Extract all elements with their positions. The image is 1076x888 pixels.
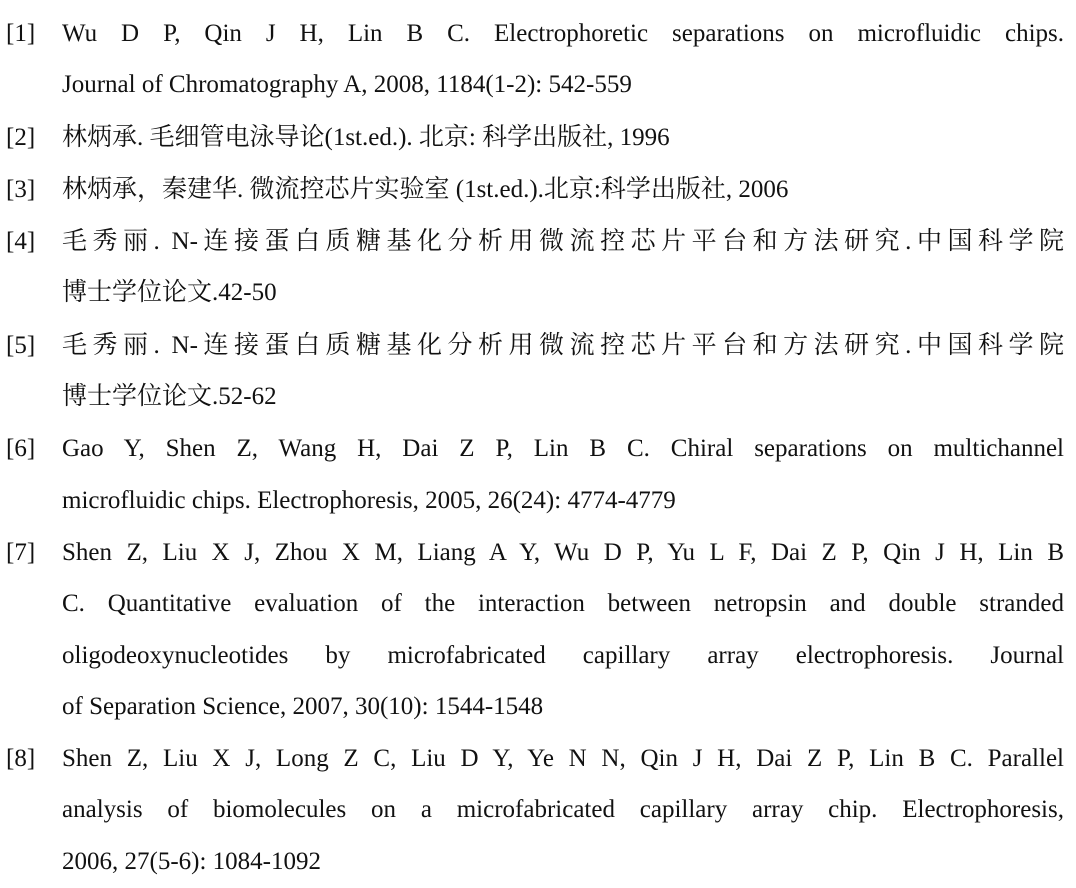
reference-line: of Separation Science, 2007, 30(10): 1544-1548 [62, 692, 544, 720]
reference-number: [1] [6, 20, 36, 47]
reference-line: oligodeoxynucleotides by microfabricated capillary array electrophoresis. Journal [62, 641, 1064, 669]
reference-item-5 [0, 320, 1064, 423]
reference-line: Wu D P, Qin J H, Lin B C. Electrophoretic separations on microfluidic chips. [62, 20, 1064, 47]
reference-line: microfluidic chips. Electrophoresis, 2005, 26(24): 4774-4779 [62, 486, 676, 514]
reference-line: C. Quantitative evaluation of the interaction between netropsin and double stranded [62, 590, 1064, 618]
reference-line: Journal of Chromatography A, 2008, 1184(1-2): 542-559 [62, 71, 632, 99]
reference-item-8 [0, 733, 1064, 887]
reference-line: 毛秀丽. N-连接蛋白质糖基化分析用微流控芯片平台和方法研究.中国科学院 [62, 228, 1064, 256]
reference-line: Gao Y, Shen Z, Wang H, Dai Z P, Lin B C. Chiral separations on multichannel [62, 435, 1064, 463]
reference-line: analysis of biomolecules on a microfabricated capillary array chip. Electrophoresis, [62, 796, 1064, 824]
reference-item-6 [0, 423, 1064, 526]
reference-line: Shen Z, Liu X J, Long Z C, Liu D Y, Ye N N, Qin J H, Dai Z P, Lin B C. Parallel [62, 745, 1064, 773]
reference-number: [8] [6, 745, 36, 773]
reference-list [0, 8, 1064, 888]
reference-line: 博士学位论文.42-50 [62, 279, 277, 307]
reference-item-7 [0, 527, 1064, 732]
reference-item-1 [0, 8, 1064, 111]
reference-line: 博士学位论文.52-62 [62, 383, 277, 411]
reference-line: 毛秀丽. N-连接蛋白质糖基化分析用微流控芯片平台和方法研究.中国科学院 [62, 331, 1064, 359]
reference-item-3 [0, 164, 1064, 215]
reference-line: 林炳承. 毛细管电泳导论(1st.ed.). 北京: 科学出版社, 1996 [62, 123, 670, 151]
reference-line: 林炳承，秦建华. 微流控芯片实验室 (1st.ed.).北京:科学出版社, 2006 [62, 175, 789, 203]
reference-number: [3] [6, 175, 36, 203]
reference-number: [5] [6, 331, 36, 359]
reference-line: Shen Z, Liu X J, Zhou X M, Liang A Y, Wu D P, Yu L F, Dai Z P, Qin J H, Lin B [62, 538, 1064, 566]
reference-number: [7] [6, 538, 36, 566]
reference-item-4 [0, 216, 1064, 319]
reference-number: [4] [6, 228, 36, 256]
reference-number: [2] [6, 123, 36, 151]
reference-line: 2006, 27(5-6): 1084-1092 [62, 847, 321, 875]
reference-item-2 [0, 112, 1064, 163]
reference-number: [6] [6, 435, 36, 463]
